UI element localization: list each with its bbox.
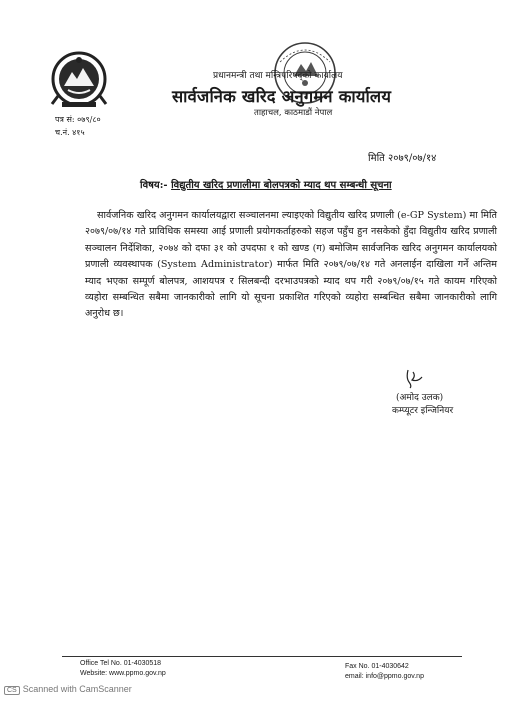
dispatch-number: च.नं. ४१५: [55, 128, 85, 137]
ministry-line: प्रधानमन्त्री तथा मन्त्रिपरिषद्को कार्यालय: [213, 71, 343, 81]
footer-fax: Fax No. 01-4030642: [345, 663, 409, 670]
office-name: सार्वजनिक खरिद अनुगमन कार्यालय: [172, 87, 392, 106]
scanner-text: Scanned with CamScanner: [22, 684, 132, 694]
signatory-name: (अमोद उलक): [396, 393, 444, 403]
footer-tel: Office Tel No. 01-4030518: [80, 660, 162, 667]
notice-body: सार्वजनिक खरिद अनुगमन कार्यालयद्वारा सञ्चालनमा ल्याइएको विद्युतीय खरिद प्रणाली (e-GP System) मा मिति २०७९/०७/१४ गते प्राविधिक समस्या आई प्रणाली प्रयोगकर्ताहरुको सहज पहुँच हुन नसकेको हुँदा विद्युतीय खरिद प्रणाली सञ्चालन निर्देशिका, २०७४ को दफा ३१ को उपदफा १ को खण्ड (ग) बमोजिम सार्वजनिक खरिद अनुगमन कार्यालयको प्रणाली व्यवस्थापक (System Administrator) मार्फत मिति २०७९/०७/१४ गते अनलाईन दाखिला गर्ने अन्तिम म्याद भएका सम्पूर्ण बोलपत्र, आशयपत्र र सिलबन्दी दरभाउपत्रको म्याद थप गरी २०७९/०७/१५ गते कायम गरिएको व्यहोरा सम्बन्धित सबैमा जानकारीको लागि यो सूचना प्रकाशित गरिएको व्यहोरा सम्बन्धित सबैमा जानकारीको लागि अनुरोध छ।: [85, 210, 497, 320]
office-address: ताहाचल, काठमाडौं नेपाल: [254, 108, 333, 118]
footer-email[interactable]: email: info@ppmo.gov.np: [345, 673, 424, 680]
scanner-watermark: [4, 684, 132, 695]
subject-text: विद्युतीय खरिद प्रणालीमा बोलपत्रको म्याद थप सम्बन्धी सूचना: [171, 180, 392, 191]
camscanner-icon: CS: [4, 686, 20, 695]
footer-divider: [62, 656, 462, 657]
nepal-emblem-icon: [50, 48, 108, 110]
subject-label: विषय:-: [140, 180, 168, 191]
footer-website[interactable]: Website: www.ppmo.gov.np: [80, 670, 166, 677]
notice-date: मिति २०७९/०७/१४: [368, 153, 437, 164]
signature-mark: [400, 368, 426, 390]
letter-number: पत्र सं: ०७९/८०: [55, 115, 101, 124]
signatory-title: कम्प्यूटर इन्जिनियर: [392, 406, 454, 416]
subject-line: [140, 177, 392, 191]
